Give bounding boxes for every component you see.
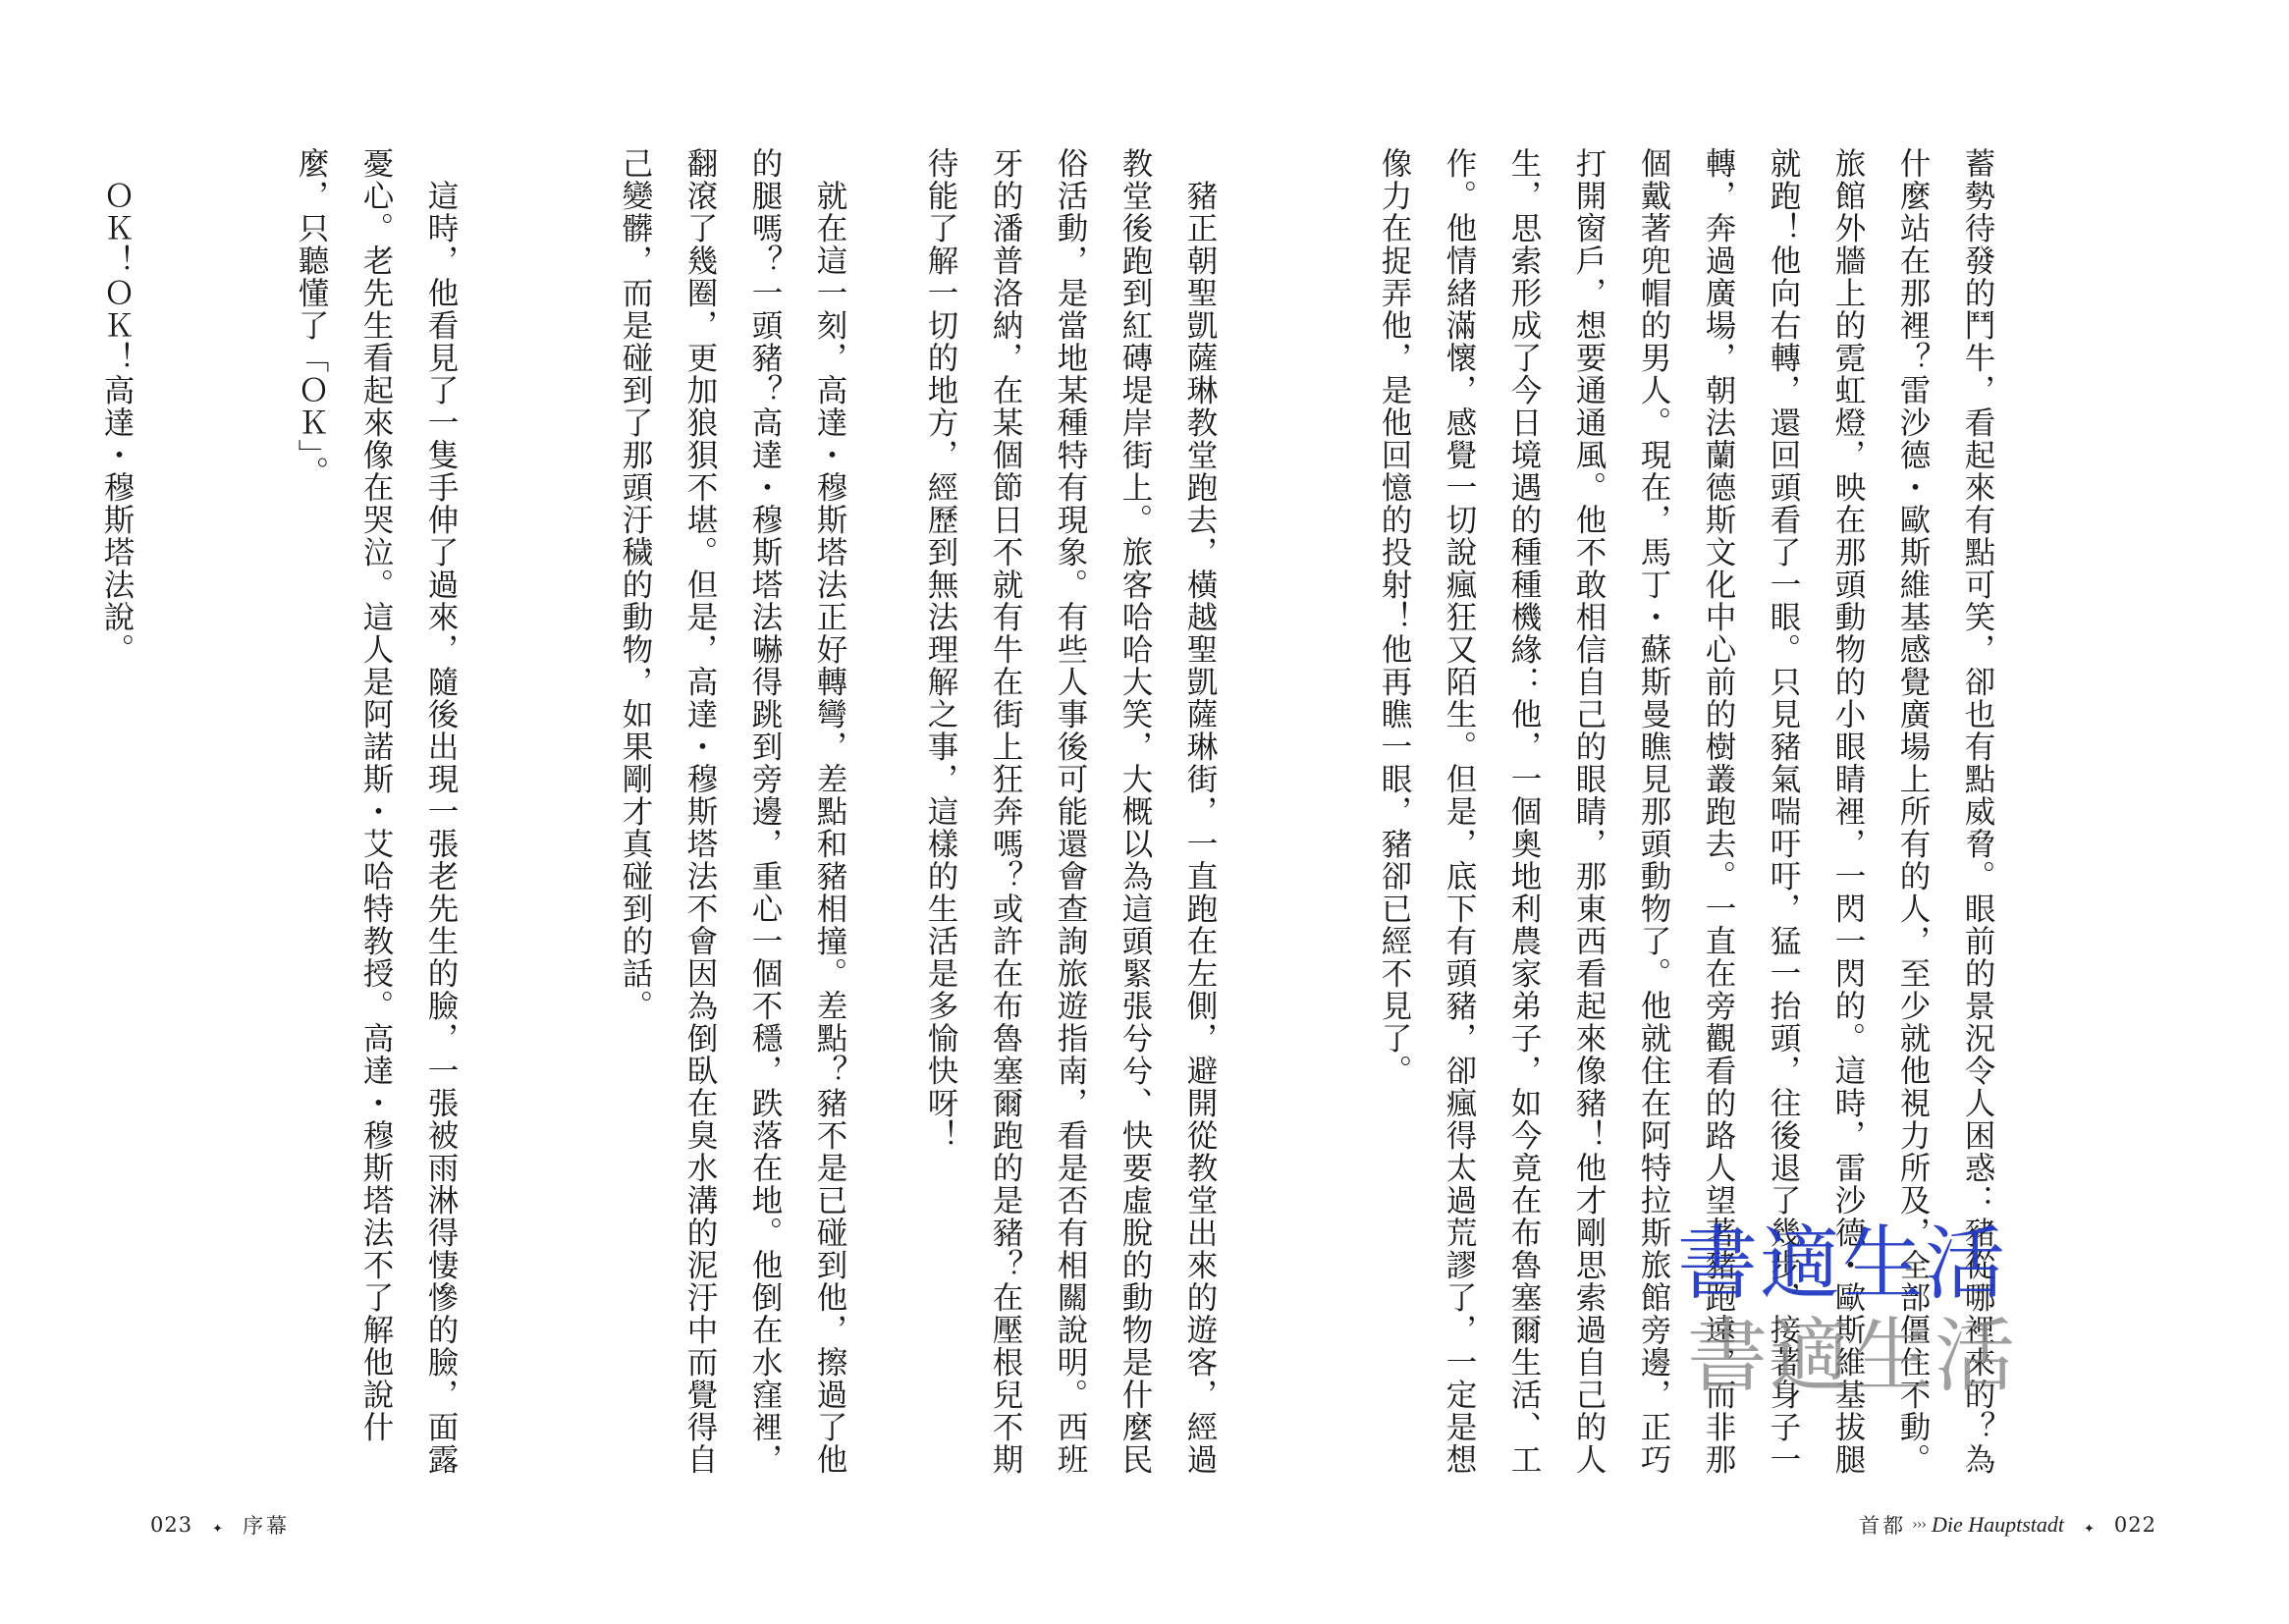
left-page-body xyxy=(99,147,992,1502)
star-icon: ✦ xyxy=(2084,1521,2095,1537)
paragraph: 就在這一刻，高達・穆斯塔法正好轉彎，差點和豬相撞。差點？豬不是已碰到他，擦過了他的腿嗎？一頭豬？高達・穆斯塔法嚇得跳到旁邊，重心一個不穩，跌落在地。他倒在水窪裡，翻滾了幾圈，更加狼狽不堪。但是，高達・穆斯塔法不會因為倒臥在臭水溝的泥汙中而覺得自己變髒，而是碰到了那頭汙穢的動物，如果剛才真碰到的話。 xyxy=(618,147,847,1476)
watermark-blue: 書適生活 xyxy=(1677,1218,2008,1311)
page-number: 022 xyxy=(2113,1513,2156,1537)
right-page-body xyxy=(923,147,2140,1502)
chevrons-icon: ››› xyxy=(1912,1517,1926,1533)
paragraph: 豬正朝聖凱薩琳教堂跑去，橫越聖凱薩琳街，一直跑在左側，避開從教堂出來的遊客，經過教堂後跑到紅磚堤岸街上。旅客哈哈大笑，大概以為這頭緊張兮兮、快要虛脫的動物是什麼民俗活動，是當地某種特有現象。有些人事後可能還會查詢旅遊指南，看是否有相關說明。西班牙的潘普洛納，在某個節日不就有牛在街上狂奔嗎？或許在布魯塞爾跑的是豬？在壓根兒不期待能了解一切的地方，經歷到無法理解之事，這樣的生活是多愉快呀！ xyxy=(923,147,1218,1476)
chapter-subtitle: Die Hauptstadt xyxy=(1931,1512,2064,1537)
section-title: 序幕 xyxy=(243,1514,290,1538)
watermark-gray: 書適生活 xyxy=(1687,1310,2018,1403)
paragraph: ＯＫ！ＯＫ！高達・穆斯塔法說。 xyxy=(99,147,135,666)
paragraph: 這時，他看見了一隻手伸了過來，隨後出現一張老先生的臉，一張被雨淋得悽慘的臉，面露憂心。老先生看起來像在哭泣。這人是阿諾斯・艾哈特教授。高達・穆斯塔法不了解他說什麼，只聽懂了「ＯＫ」。 xyxy=(294,147,459,1476)
left-page xyxy=(0,0,1144,1624)
right-page xyxy=(923,0,2289,1624)
paragraph: 蓄勢待發的鬥牛，看起來有點可笑，卻也有點威脅。眼前的景況令人困惑：豬從哪裡來的？為什麼站在那裡？雷沙德・歐斯維基感覺廣場上所有的人，至少就他視力所及，全部僵住不動。旅館外牆上的霓虹燈，映在那頭動物的小眼睛裡，一閃一閃的。這時，雷沙德・歐斯維基拔腿就跑！他向右轉，還回頭看了一眼。只見豬氣喘吁吁，猛一抬頭，往後退了幾步，接著身子一轉，奔過廣場，朝法蘭德斯文化中心前的樹叢跑去。一直在旁觀看的路人望著豬跑遠，而非那個戴著兜帽的男人。現在，馬丁・蘇斯曼瞧見那頭動物了。他就住在阿特拉斯旅館旁邊，正巧打開窗戶，想要通通風。他不敢相信自己的眼睛，那東西看起來像豬！他才剛思索過自己的人生，思索形成了今日境遇的種種機緣：他，一個奧地利農家弟子，如今竟在布魯塞爾生活、工作。他情緒滿懷，感覺一切說瘋狂又陌生。但是，底下有頭豬，卻瘋得太過荒謬了，一定是想像力在捉弄他，是他回憶的投射！他再瞧一眼，豬卻已經不見了。 xyxy=(1377,147,1995,1476)
right-page-footer xyxy=(1859,1510,2156,1540)
left-page-footer xyxy=(150,1510,290,1540)
star-icon: ✦ xyxy=(212,1521,223,1537)
page-number: 023 xyxy=(150,1513,193,1537)
chapter-title: 首都 xyxy=(1859,1514,1907,1538)
